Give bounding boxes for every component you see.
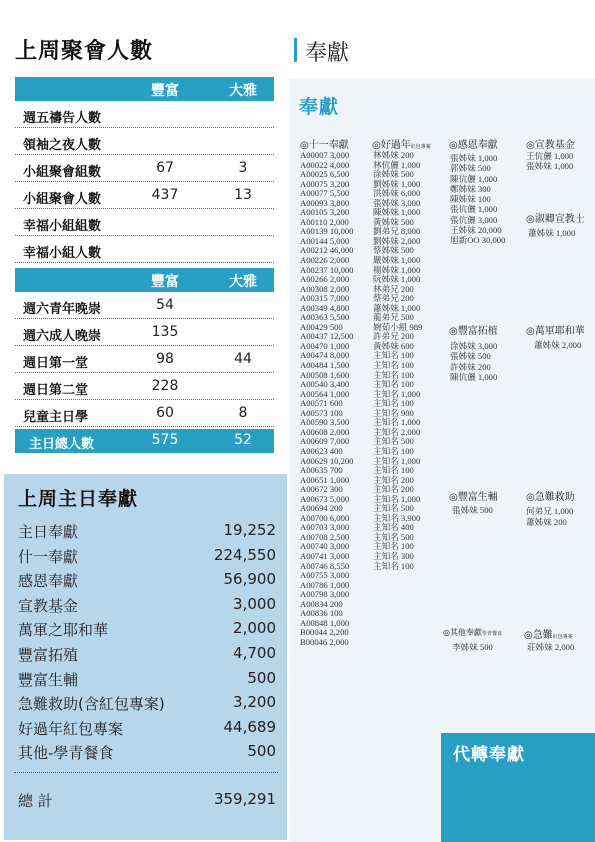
offering-row <box>18 546 276 567</box>
offering-label: 豐富拓殖 <box>18 646 79 664</box>
entry: A00508 1,600 <box>300 369 350 380</box>
attendance-title: 上周聚會人數 <box>15 39 154 64</box>
attendance-row <box>15 101 274 128</box>
attendance-row <box>15 209 274 236</box>
attendance-table-1 <box>15 77 274 263</box>
entry: A00786 1,000 <box>300 579 350 590</box>
value-fengfu: 437 <box>151 187 179 203</box>
offering-divider <box>14 772 278 773</box>
entry: A00746 8,550 <box>300 560 350 571</box>
value-daya: 3 <box>238 160 248 176</box>
care-heading: ◎豐富生輔 <box>449 492 498 503</box>
offering-row <box>18 570 276 591</box>
entry: A00105 3,200 <box>300 207 350 218</box>
entry: A00629 10,200 <box>300 455 354 466</box>
entry: 蕭姊妹 1,000 <box>373 302 421 313</box>
offering-label: 萬軍之耶和華 <box>18 621 109 640</box>
offering-amount: 3,000 <box>233 594 276 613</box>
emergency-heading: ◎急難紅包專案 <box>524 630 573 641</box>
entry: 主知名 200 <box>373 474 414 485</box>
entry: A00573 100 <box>300 407 343 418</box>
section-accent-bar <box>294 38 297 62</box>
offering-label: 什一奉獻 <box>18 547 79 566</box>
col-header-daya-2: 大雅 <box>229 274 257 290</box>
value-daya: 13 <box>234 187 252 203</box>
entry: B00044 2,200 <box>300 627 349 638</box>
attendance-group-2 <box>15 292 274 427</box>
entry: A00564 1,000 <box>300 388 350 399</box>
entry: 主知名 3,900 <box>373 512 421 523</box>
entry: A00540 3,400 <box>300 379 350 390</box>
offering-amount: 500 <box>247 668 276 687</box>
entry: 主知名 100 <box>373 560 414 571</box>
entry: 鄭姊妹 300 <box>450 183 491 194</box>
entry: 楊姊妹 1,000 <box>373 264 421 275</box>
entry: A00484 1,500 <box>300 360 350 371</box>
entry: A00836 100 <box>300 608 343 619</box>
newyear-heading: ◎好過年紅包專案 <box>372 140 431 151</box>
entry: A00226 2,000 <box>300 255 350 266</box>
entry: B00046 2,000 <box>300 636 349 647</box>
transfer-offering-label: 代轉奉獻 <box>453 745 525 765</box>
attendance-row <box>15 182 274 209</box>
row-label: 小組聚會人數 <box>23 192 102 207</box>
row-label: 幸福小組人數 <box>23 246 102 261</box>
entry: 張姊妹 1,000 <box>526 160 574 171</box>
entry: 張姊妹 500 <box>450 351 491 362</box>
row-label: 週六成人晚崇 <box>23 329 102 344</box>
entry: A00623 400 <box>300 445 343 456</box>
offering-row <box>18 644 276 665</box>
row-label: 兒童主日學 <box>23 410 89 425</box>
entry: 主知名 1,000 <box>373 388 421 399</box>
entry: A00139 10,000 <box>300 226 354 237</box>
entry: 涂姊妹 500 <box>373 169 414 180</box>
attendance-header-2 <box>15 268 274 292</box>
attendance-row <box>15 128 274 155</box>
entry: 主知名 200 <box>373 484 414 495</box>
row-label: 週五禱告人數 <box>23 111 102 126</box>
row-label: 週六青年晚崇 <box>23 302 102 317</box>
total-fengfu: 575 <box>151 432 179 448</box>
entry: A00437 12,500 <box>300 331 354 342</box>
offering-label: 宣教基金 <box>18 596 79 615</box>
entry: A00672 300 <box>300 484 343 495</box>
entry: A00703 3,000 <box>300 522 350 533</box>
entry: A00470 1,000 <box>300 340 350 351</box>
entry: 主知名 100 <box>373 465 414 476</box>
entry: 蔡姊妹 500 <box>373 245 414 256</box>
entry: 主知名 900 <box>373 407 414 418</box>
entry: 婉茹小組 989 <box>373 321 423 332</box>
entry: A00308 2,000 <box>300 283 350 294</box>
offering-amount: 44,689 <box>223 717 276 736</box>
entry: 何弟兄 1,000 <box>526 506 574 516</box>
entry: A00708 2,500 <box>300 531 350 542</box>
entry: 主知名 500 <box>373 531 414 542</box>
entry: A00834 200 <box>300 598 343 609</box>
service-row <box>15 400 274 427</box>
entry: 黃姊妹 500 <box>373 216 414 227</box>
entry: A00110 2,000 <box>300 216 349 227</box>
entry: 林伉儷 1,000 <box>373 159 421 170</box>
offering-label: 急難救助(含紅包專案) <box>18 695 165 714</box>
entry: 張姊妹 500 <box>452 505 493 515</box>
entry: 許姊妹 200 <box>450 361 491 372</box>
entry: A00429 500 <box>300 321 343 332</box>
attendance-row <box>15 236 274 263</box>
entry: 張姊妹 1,000 <box>450 153 498 163</box>
offering-title: 上周主日奉獻 <box>18 488 139 510</box>
details-header: 奉獻 <box>305 41 350 66</box>
entry: A00694 200 <box>300 503 343 514</box>
entry: 陳姊妹 1,000 <box>373 207 421 218</box>
tithe-list <box>300 151 353 647</box>
entry: 蕭姊妹 2,000 <box>534 340 582 350</box>
entry: 許弟兄 200 <box>373 331 414 342</box>
entry: A00571 600 <box>300 398 343 409</box>
offering-total-row <box>18 790 276 811</box>
details-subheader: 奉獻 <box>299 96 340 118</box>
entry: 主知名 500 <box>373 436 414 447</box>
newyear-list <box>373 151 422 571</box>
care-list <box>452 506 493 516</box>
entry: 張姊妹 3,000 <box>373 197 421 208</box>
other-list <box>452 643 493 653</box>
entry: A00025 6,500 <box>300 169 350 180</box>
entry: A00077 5,500 <box>300 188 350 199</box>
offering-amount: 224,550 <box>213 545 276 564</box>
offering-row <box>18 595 276 616</box>
expansion-heading: ◎豐富拓植 <box>449 326 498 337</box>
entry: A00755 3,000 <box>300 570 350 581</box>
value-fengfu: 67 <box>156 160 174 176</box>
entry: A00022 4,000 <box>300 159 350 170</box>
entry: A00474 8,000 <box>300 350 350 361</box>
service-row <box>15 292 274 319</box>
mission-list <box>526 152 573 171</box>
entry: 阮姊妹 1,000 <box>373 274 421 285</box>
service-row <box>15 373 274 400</box>
col-header-fengfu-2: 豐富 <box>151 274 179 290</box>
entry: 嚴姊妹 1,000 <box>373 255 421 266</box>
value-fengfu: 60 <box>156 405 174 421</box>
entry: 主知名 1,000 <box>373 493 421 504</box>
entry: 主知名 100 <box>373 369 414 380</box>
col-header-fengfu: 豐富 <box>151 83 179 99</box>
total-daya: 52 <box>234 432 252 448</box>
offering-amount: 2,000 <box>233 619 276 638</box>
offering-label: 豐富生輔 <box>18 670 79 689</box>
col-header-daya: 大雅 <box>229 83 257 99</box>
entry: A00651 1,000 <box>300 474 350 485</box>
entry: 主知名 2,000 <box>373 426 421 437</box>
entry: A00635 700 <box>300 465 343 476</box>
thanks-heading: ◎感恩奉獻 <box>449 140 498 151</box>
offering-total-label: 總 計 <box>18 792 53 810</box>
entry: 主知名 100 <box>373 445 414 456</box>
value-fengfu: 228 <box>151 378 179 394</box>
entry: 黃姊妹 600 <box>373 340 414 351</box>
entry: A00212 46,000 <box>300 245 354 256</box>
offering-label: 好過年紅包專案 <box>18 719 124 738</box>
entry: A00075 3,200 <box>300 178 350 189</box>
entry: 陳伉儷 1,000 <box>450 173 498 184</box>
attendance-header-1 <box>15 77 274 101</box>
entry: 主知名 100 <box>373 398 414 409</box>
entry: 龍弟兄 500 <box>373 312 414 323</box>
offering-amount: 3,200 <box>233 693 276 712</box>
entry: 張伉儷 3,000 <box>450 214 498 225</box>
row-label: 週日第一堂 <box>23 356 89 371</box>
entry: 李姊妹 500 <box>452 642 493 652</box>
entry: A00608 2,000 <box>300 426 350 437</box>
teacher-heading: ◎淑卿宣教士 <box>526 214 585 225</box>
offering-row <box>18 693 276 714</box>
entry: 主知名 100 <box>373 541 414 552</box>
entry: A00609 7,000 <box>300 436 350 447</box>
entry: A00741 3,000 <box>300 550 350 561</box>
entry: A00363 5,500 <box>300 312 350 323</box>
entry: 蕭姊妹 1,000 <box>528 228 576 238</box>
entry: A00315 7,000 <box>300 293 350 304</box>
entry: 主知名 400 <box>373 522 414 533</box>
row-label: 領袖之夜人數 <box>23 138 102 153</box>
entry: 涂姊妹 3,000 <box>450 341 498 351</box>
offering-row <box>18 718 276 739</box>
mission-heading: ◎宣教基金 <box>526 140 575 151</box>
offering-amount: 19,252 <box>223 521 276 539</box>
entry: 劉弟兄 8,000 <box>373 226 421 237</box>
attendance-group-1 <box>15 101 274 263</box>
entry: A00093 3,800 <box>300 197 350 208</box>
offering-row <box>18 669 276 690</box>
expansion-list <box>450 341 497 383</box>
row-label: 幸福小組組數 <box>23 219 102 234</box>
entry: A00700 6,000 <box>300 512 350 523</box>
entry: A00144 5,000 <box>300 235 350 246</box>
lord-list <box>534 341 581 351</box>
value-daya: 8 <box>238 405 248 421</box>
value-daya: 44 <box>234 351 252 367</box>
attendance-total-row <box>15 429 274 453</box>
entry: 主知名 100 <box>373 379 414 390</box>
attendance-table-2 <box>15 268 274 453</box>
teacher-list <box>528 229 575 239</box>
lord-heading: ◎萬軍耶和華 <box>526 326 585 337</box>
service-row <box>15 346 274 373</box>
entry: A00740 3,000 <box>300 541 350 552</box>
entry: 劉姊妹 1,000 <box>373 178 421 189</box>
entry: 主知名 1,000 <box>373 455 421 466</box>
entry: 主知名 100 <box>373 360 414 371</box>
service-row <box>15 319 274 346</box>
offering-label: 感恩奉獻 <box>18 572 79 591</box>
offering-row <box>18 521 276 542</box>
offering-label: 其他-學青餐食 <box>18 744 114 763</box>
entry: 主知名 300 <box>373 550 414 561</box>
entry: 王姊妹 20,000 <box>450 225 502 236</box>
value-fengfu: 135 <box>151 324 179 340</box>
entry: 主知名 100 <box>373 350 414 361</box>
relief-heading: ◎急難救助 <box>526 492 575 503</box>
row-label: 週日第二堂 <box>23 383 89 398</box>
entry: A00848 1,000 <box>300 617 350 628</box>
entry: 郭姊妹 500 <box>450 163 491 174</box>
value-fengfu: 98 <box>156 351 174 367</box>
offering-label: 主日奉獻 <box>18 523 79 541</box>
offering-total-amount: 359,291 <box>213 790 276 808</box>
offering-row <box>18 619 276 640</box>
entry: 主知名 500 <box>373 503 414 514</box>
entry: 旭新OO 30,000 <box>450 235 506 246</box>
entry: 林姊妹 200 <box>373 150 414 160</box>
total-label: 主日總人數 <box>29 437 95 452</box>
offering-amount: 56,900 <box>223 570 276 589</box>
entry: 王伉儷 1,000 <box>526 151 574 161</box>
entry: 蕭姊妹 200 <box>526 516 567 527</box>
offering-row <box>18 742 276 763</box>
entry: A00007 3,000 <box>300 150 350 160</box>
entry: A00590 3,500 <box>300 417 350 428</box>
emergency-list <box>527 643 574 653</box>
offering-amount: 4,700 <box>233 644 276 662</box>
entry: 陳姊妹 100 <box>450 194 491 205</box>
entry: 蔡弟兄 200 <box>373 293 414 304</box>
entry: A00237 10,000 <box>300 264 354 275</box>
row-label: 小組聚會組數 <box>23 165 102 180</box>
tithe-heading: ◎十一奉獻 <box>300 140 349 151</box>
entry: 莊姊妹 2,000 <box>527 642 575 652</box>
entry: 張伉儷 1,000 <box>450 204 498 215</box>
entry: A00266 2,000 <box>300 274 350 285</box>
entry: A00673 5,000 <box>300 493 350 504</box>
value-fengfu: 54 <box>156 297 174 313</box>
entry: 洪姊妹 6,000 <box>373 188 421 199</box>
entry: 林弟兄 200 <box>373 283 414 294</box>
entry: 主知名 1,000 <box>373 417 421 428</box>
thanks-list <box>450 153 505 246</box>
other-heading: ◎其他奉獻學青餐食 <box>443 628 502 637</box>
entry: A00798 3,000 <box>300 589 350 600</box>
offering-amount: 500 <box>247 742 276 761</box>
entry: A00349 4,800 <box>300 302 350 313</box>
entry: 陳伉儷 1,000 <box>450 372 498 383</box>
entry: 劉姊妹 2,000 <box>373 235 421 246</box>
relief-list <box>526 506 573 528</box>
attendance-row <box>15 155 274 182</box>
